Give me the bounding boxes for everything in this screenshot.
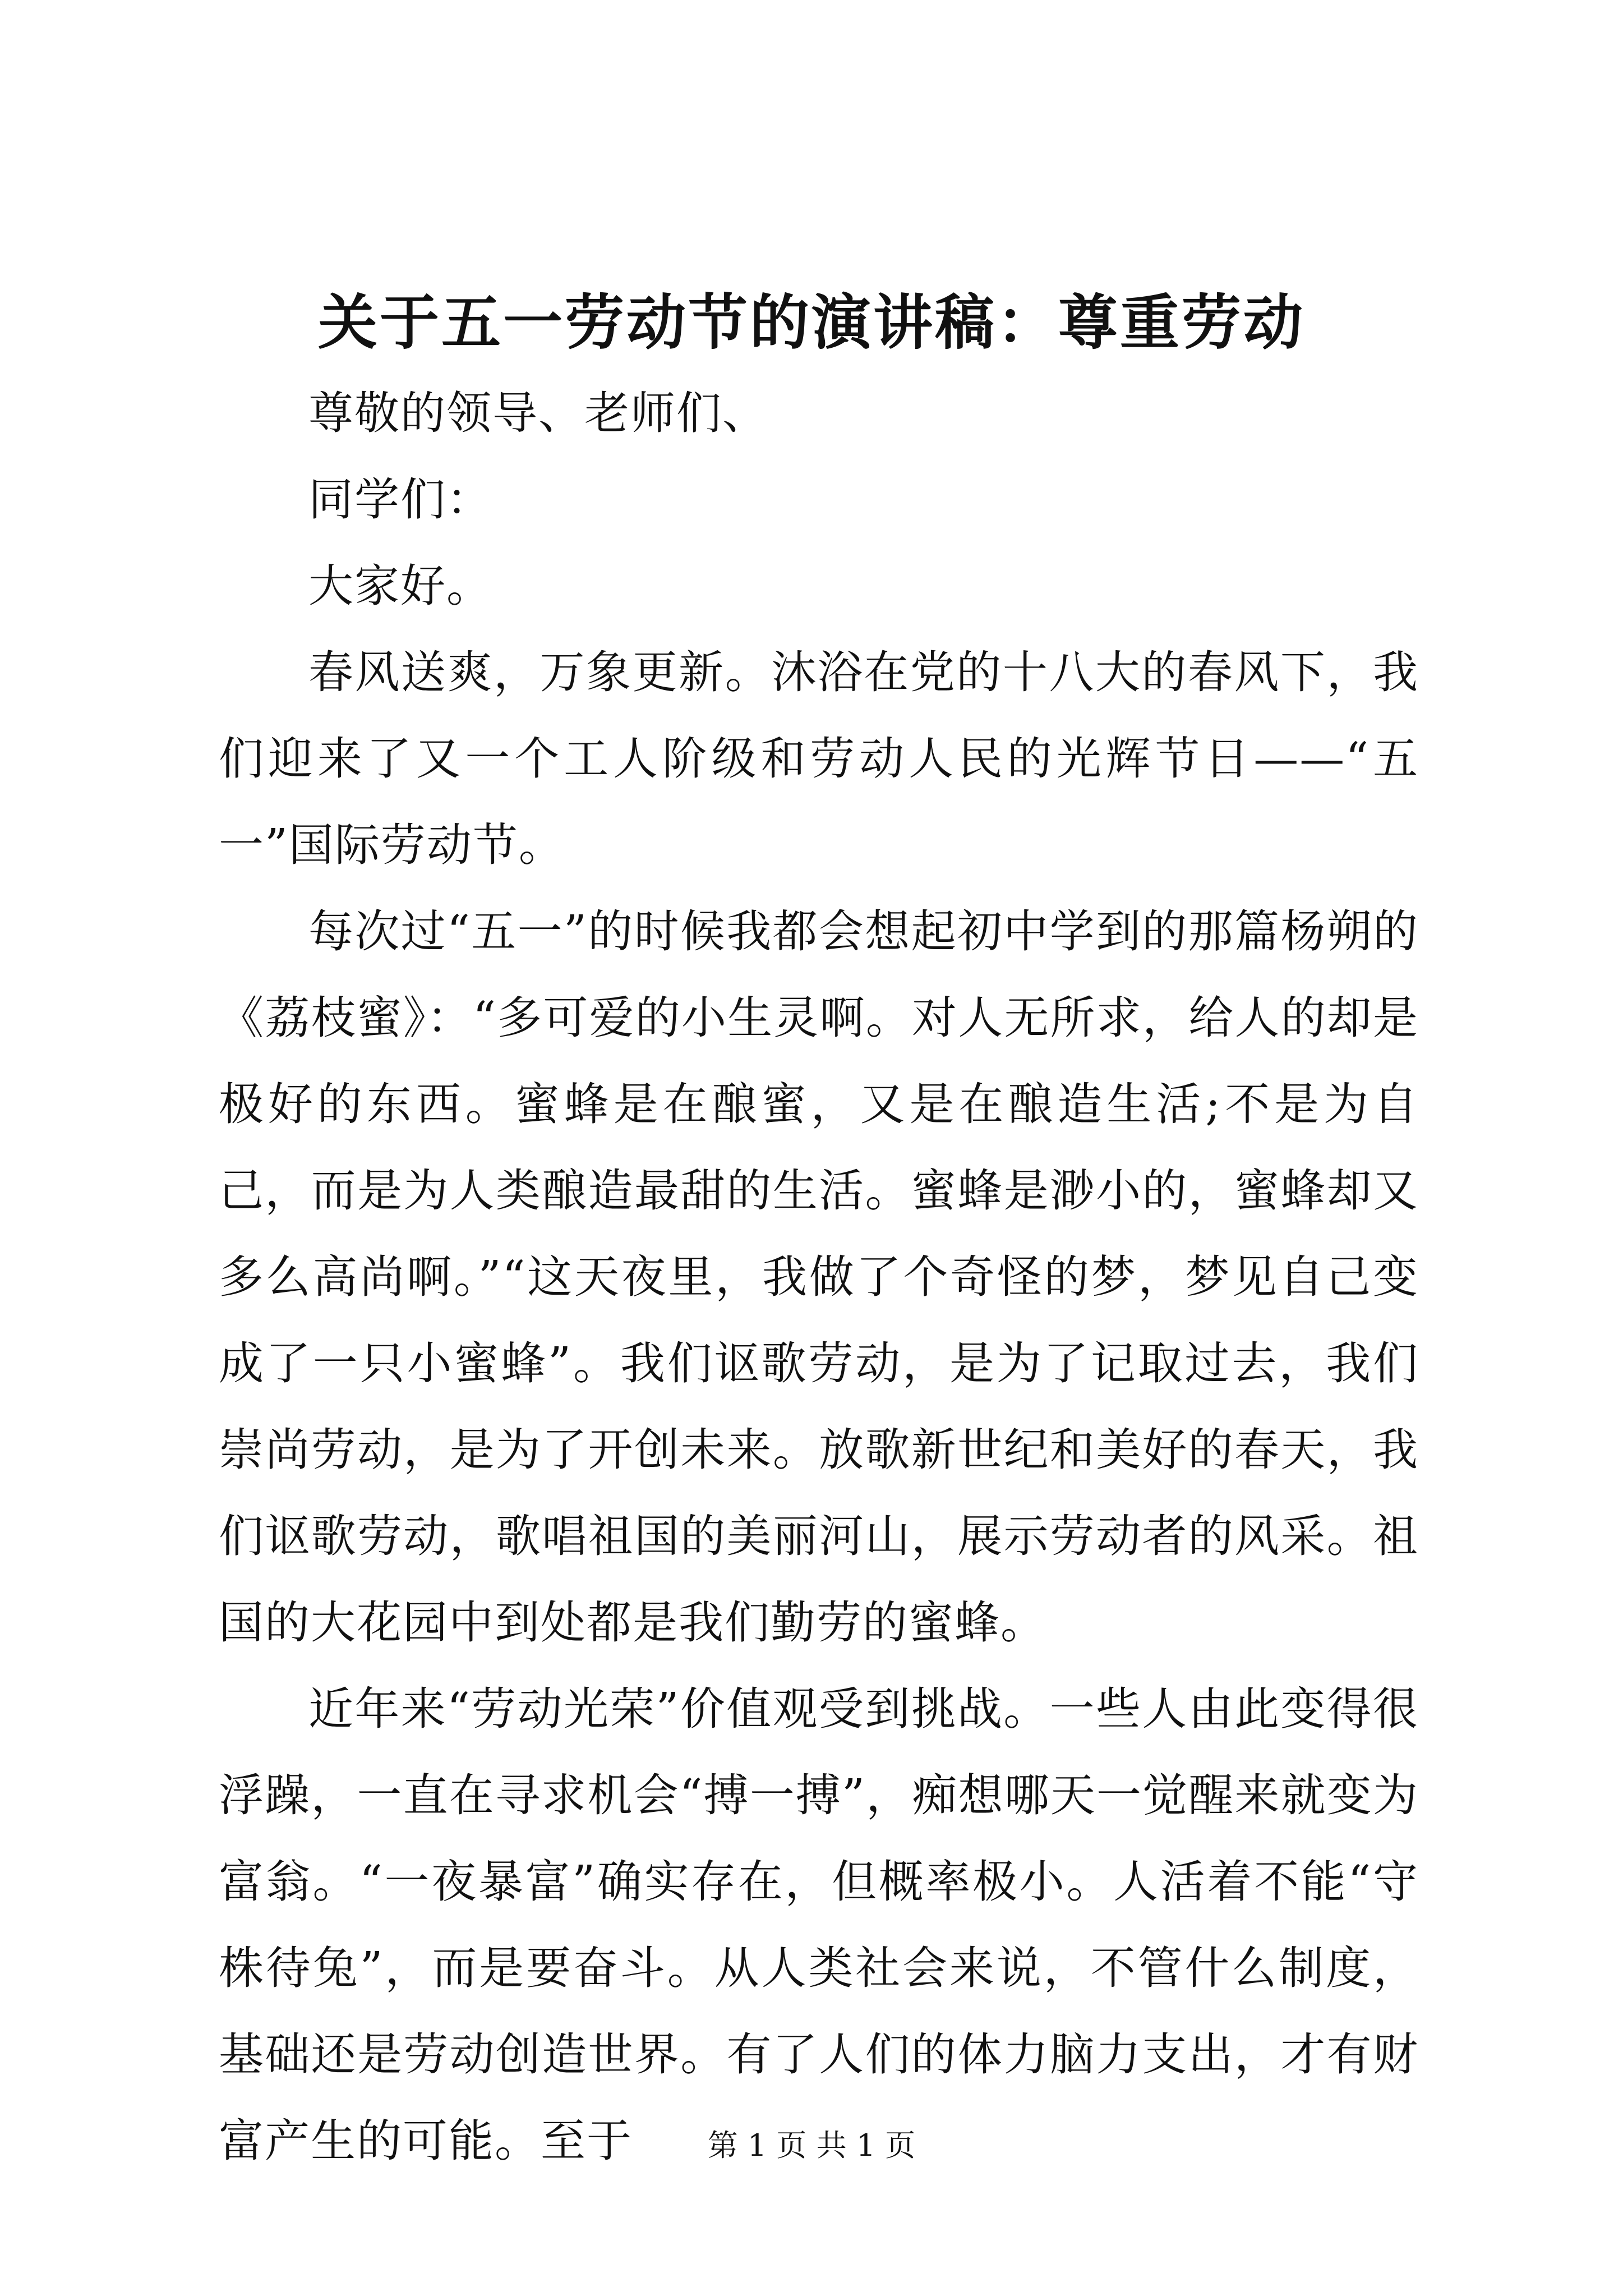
greeting-line: 大家好。 bbox=[308, 560, 492, 612]
salutation-line: 尊敬的领导、老师们、 bbox=[308, 387, 768, 439]
body-paragraph: 近年来“劳动光荣”价值观受到挑战。一些人由此变得很浮躁，一直在寻求机会“搏一搏”，痴想哪天一觉醒来就变为富翁。“一夜暴富”确实存在，但概率极小。人活着不能“守株待兔”，而是要奋斗。从人类社会来说，不管什么制度，基础还是劳动创造世界。有了人们的体力脑力支出，才有财富产生的可能。至于 bbox=[219, 1683, 1419, 2167]
page-footer: 第 1 页 共 1 页 bbox=[707, 2128, 916, 2163]
document-title: 关于五一劳动节的演讲稿：尊重劳动 bbox=[318, 287, 1305, 357]
document-body bbox=[219, 370, 1419, 2184]
salutation-line: 同学们： bbox=[308, 473, 492, 526]
body-paragraph: 春风送爽，万象更新。沐浴在党的十八大的春风下，我们迎来了又一个工人阶级和劳动人民的光辉节日——“五一”国际劳动节。 bbox=[219, 646, 1419, 871]
body-paragraph: 每次过“五一”的时候我都会想起初中学到的那篇杨朔的《荔枝蜜》：“多可爱的小生灵啊。对人无所求，给人的却是极好的东西。蜜蜂是在酿蜜，又是在酿造生活;不是为自己，而是为人类酿造最甜的生活。蜜蜂是渺小的，蜜蜂却又多么高尚啊。”“这天夜里，我做了个奇怪的梦，梦见自己变成了一只小蜜蜂”。我们讴歌劳动，是为了记取过去，我们崇尚劳动，是为了开创未来。放歌新世纪和美好的春天，我们讴歌劳动，歌唱祖国的美丽河山，展示劳动者的风采。祖国的大花园中到处都是我们勤劳的蜜蜂。 bbox=[219, 905, 1419, 1649]
